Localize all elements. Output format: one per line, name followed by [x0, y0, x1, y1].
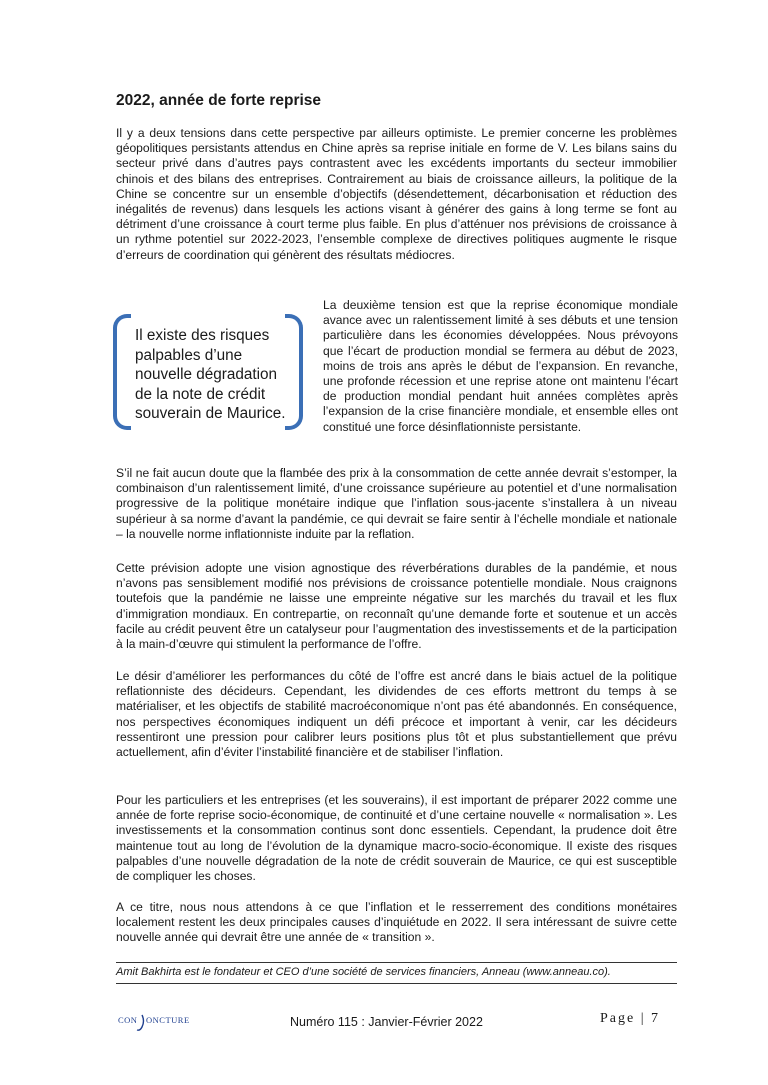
paragraph-1: Il y a deux tensions dans cette perspective par ailleurs optimiste. Le premier concerne les problèmes géopolitiques persistants attendus en Chine après sa reprise initiale en forme de V. Les bilans sains du secteur privé dans d’autres pays contrastent avec les excédents importants du secteur immobilier chinois et des bilans des entreprises. Contrairement au biais de croissance ailleurs, la politique de la Chine se concentre sur un ensemble d’objectifs (désendettement, décarbonisation et réduction des inégalités de revenus) dans lesquels les actions visant à générer des gains à long terme se font au détriment d’une croissance à court terme plus faible. En plus d’atténuer nos prévisions de croissance à un rythme potentiel sur 2022-2023, l’ensemble complexe de directives politiques augmente le risque d’erreurs de coordination qui génèrent des résultats médiocres. [116, 126, 677, 262]
article-title: 2022, année de forte reprise [116, 92, 322, 109]
page-number: Page | 7 [600, 1011, 661, 1026]
author-bio: Amit Bakhirta est le fondateur et CEO d’une société de services financiers, Anneau (www.anneau.co). [116, 966, 611, 978]
svg-text:CON: CON [118, 1015, 138, 1025]
pull-quote [113, 314, 303, 432]
svg-text:ONCTURE: ONCTURE [146, 1015, 190, 1025]
divider-bottom [116, 983, 677, 984]
paragraph-4: Cette prévision adopte une vision agnostique des réverbérations durables de la pandémie, et nous n’avons pas sensiblement modifié nos prévisions de croissance potentielle mondiale. Nous craignons toutefois que la pandémie ne laisse une empreinte négative sur les marchés du travail et les flux d’immigration mondiaux. En contrepartie, on reconnaît qu’une demande forte et soutenue et un accès facile au crédit peuvent être un catalyseur pour l’augmentation des investissements et de la participation à la main-d’œuvre qui stimulent la performance de l’offre. [116, 561, 677, 652]
conjoncture-logo [118, 1013, 210, 1033]
left-bracket-decoration [113, 314, 131, 430]
pull-quote-text: Il existe des risques palpables d’une nouvelle dégradation de la note de crédit souverain de Maurice. [135, 327, 286, 423]
divider-top [116, 962, 677, 963]
paragraph-5: Le désir d’améliorer les performances du côté de l’offre est ancré dans le biais actuel de la politique reflationniste des décideurs. Cependant, les dividendes de ces efforts mettront du temps à se matérialiser, et les objectifs de stabilité macroéconomique n’ont pas été abandonnés. En conséquence, nos perspectives économiques indiquent un défi précoce et important à venir, car les décideurs ressentiront une pression pour calibrer leurs positions plus tôt et plus substantiellement que prévu actuellement, afin d’éviter l’instabilité financière et de stabiliser l’inflation. [116, 669, 677, 760]
paragraph-6: Pour les particuliers et les entreprises (et les souverains), il est important de préparer 2022 comme une année de forte reprise socio-économique, de continuité et d’une certaine nouvelle « normalisation ». Les investissements et la consommation continus sont donc essentiels. Cependant, la prudence doit être maintenue tout au long de l’évolution de la dynamique macro-socio-économique. Il existe des risques palpables d’une nouvelle dégradation de la note de crédit souverain de Maurice, ce qui est susceptible de compliquer les choses. [116, 793, 677, 884]
paragraph-3: S’il ne fait aucun doute que la flambée des prix à la consommation de cette année devrait s’estomper, la combinaison d’un ralentissement limité, d’une croissance supérieure au potentiel et d’une normalisation progressive de la politique monétaire indique que l’inflation sous-jacente s’installera à un niveau supérieur à sa norme d’avant la pandémie, ce qui devrait se faire sentir à l’échelle mondiale et nationale – la nouvelle norme inflationniste induite par la reflation. [116, 466, 677, 541]
paragraph-2: La deuxième tension est que la reprise économique mondiale avance avec un ralentissement limité à ses débuts et une tension particulière dans les économies développées. Nous prévoyons que l’écart de production mondial se fermera au début de 2023, moins de trois ans après le début de l’expansion. En revanche, une profonde récession et une reprise atone ont maintenu l’écart de production mondial pendant huit années complètes après l’expansion de la crise financière mondiale, et ensemble elles ont constitué une force désinflationniste persistante. [323, 298, 678, 434]
paragraph-7: A ce titre, nous nous attendons à ce que l’inflation et le resserrement des conditions monétaires localement restent les deux principales causes d’inquiétude en 2022. Il sera intéressant de suivre cette nouvelle année qui devrait être une année de « transition ». [116, 900, 677, 945]
conjoncture-logo-mark [118, 1013, 210, 1033]
issue-number: Numéro 115 : Janvier-Février 2022 [290, 1015, 483, 1029]
